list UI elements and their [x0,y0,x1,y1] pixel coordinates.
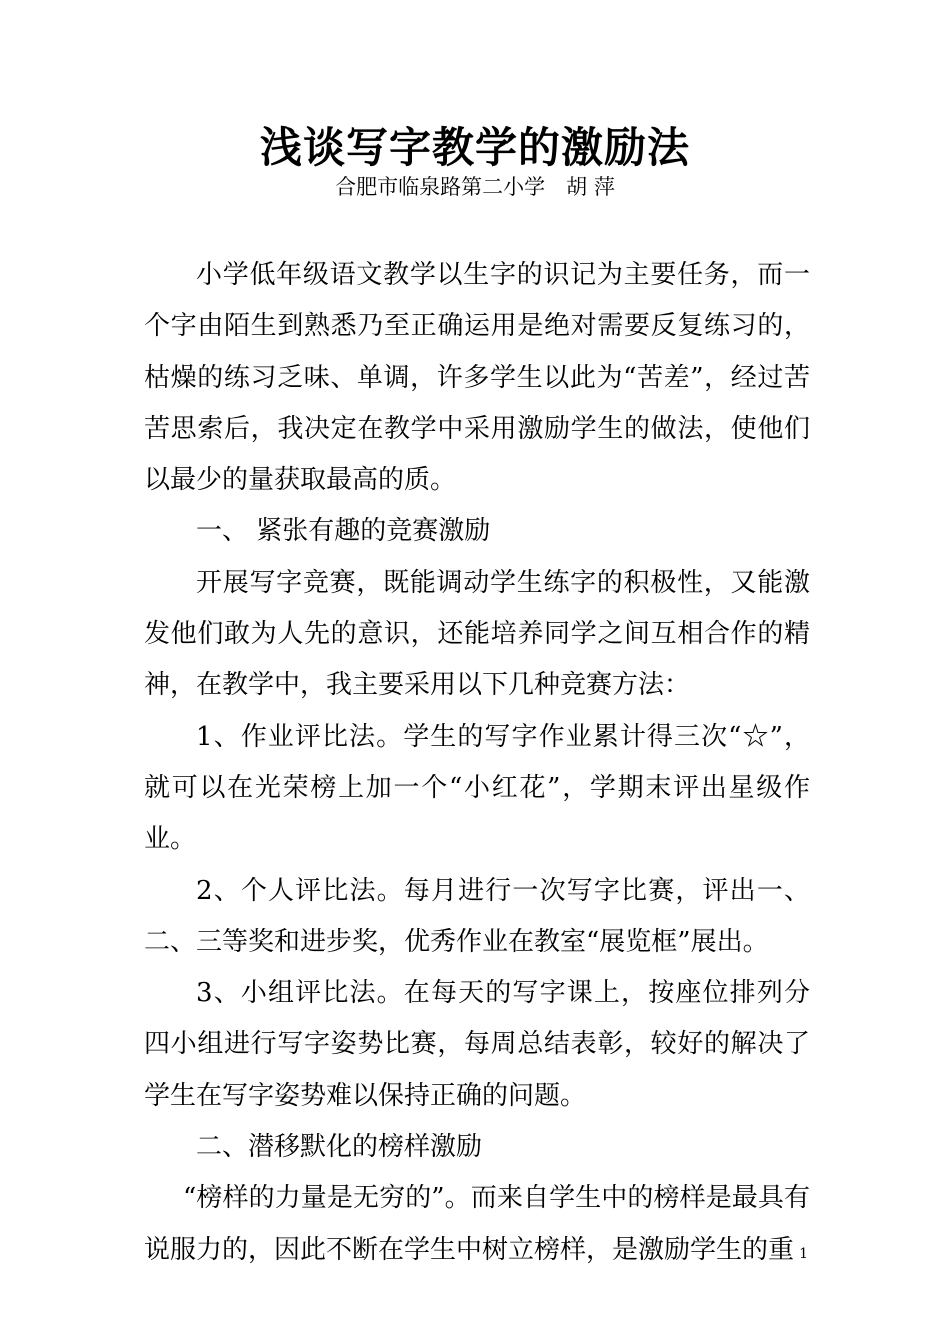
paragraph-intro: 小学低年级语文教学以生字的识记为主要任务，而一个字由陌生到熟悉乃至正确运用是绝对需要反复练习的，枯燥的练习乏味、单调，许多学生以此为“苦差”，经过苦苦思索后，我决定在教学中采用激励学生的做法，使他们以最少的量获取最高的质。 [144,260,810,496]
section-heading-1: 一、 紧张有趣的竞赛激励 [196,516,491,547]
document-title: 浅谈写字教学的激励法 [259,123,690,172]
paragraph: 开展写字竞赛，既能调动学生练字的积极性，又能激发他们敢为人先的意识，还能培养同学之间互相合作的精神，在教学中，我主要采用以下几种竞赛方法： [144,567,810,701]
page-number: 1 [799,1246,808,1262]
author-line: 合肥市临泉路第二小学 胡 萍 [335,175,615,199]
list-item-1: 1、作业评比法。学生的写字作业累计得三次“☆”，就可以在光荣榜上加一个“小红花”，学期末评出星级作业。 [144,721,810,855]
paragraph: “榜样的力量是无穷的”。而来自学生中的榜样是最具有说服力的，因此不断在学生中树立榜样，是激励学生的重 [144,1183,810,1265]
list-item-2: 2、个人评比法。每月进行一次写字比赛，评出一、二、三等奖和进步奖，优秀作业在教室“展览框”展出。 [144,875,810,957]
list-item-3: 3、小组评比法。在每天的写字课上，按座位排列分四小组进行写字姿势比赛，每周总结表彰，较好的解决了学生在写字姿势难以保持正确的问题。 [144,978,810,1111]
document-body [144,250,810,1276]
section-heading-2: 二、潜移默化的榜样激励 [196,1132,483,1163]
